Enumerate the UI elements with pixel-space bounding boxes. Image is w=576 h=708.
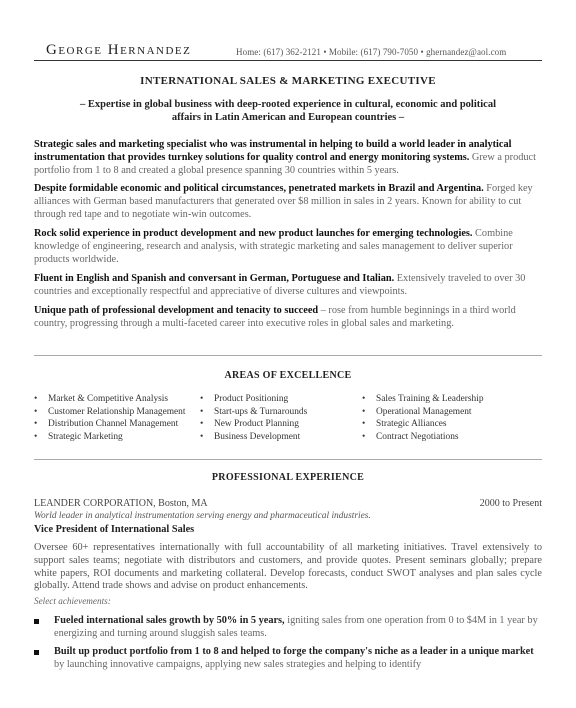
summary-2-bold: Despite formidable economic and political circumstances, penetrated markets in Brazil and Argentina. <box>34 183 484 194</box>
company-name: LEANDER CORPORATION, Boston, MA <box>34 498 208 509</box>
area-item: • Distribution Channel Management <box>34 418 185 431</box>
summary-paragraph-4 <box>34 273 542 299</box>
areas-column-2 <box>200 393 307 443</box>
tagline-line-2: affairs in Latin American and European countries – <box>171 112 405 123</box>
area-item: • Contract Negotiations <box>362 431 484 444</box>
areas-heading: AREAS OF EXCELLENCE <box>224 370 352 381</box>
achievements-label: Select achievements: <box>34 596 111 606</box>
resume-header <box>46 42 556 62</box>
summary-paragraph-1 <box>34 139 542 177</box>
achievement-1-text: igniting sales from one operation from 0 to $4M in 1 year by energizing and turning around sluggish sales teams. <box>54 615 538 639</box>
square-bullet-icon <box>34 650 39 655</box>
employment-dates: 2000 to Present <box>479 498 542 509</box>
summary-4-text: Extensively traveled to over 30 countries and exceptionally respectful and appreciative of diverse cultures and viewpoints. <box>34 273 526 297</box>
summary-4-bold: Fluent in English and Spanish and conversant in German, Portuguese and Italian. <box>34 273 395 284</box>
achievement-1-bold: Fueled international sales growth by 50% in 5 years, <box>54 615 285 626</box>
summary-2-text: Forged key alliances with German based manufacturers that generated over $8 million in sales in 2 years. Known for ability to cut through red tape and to negotiate win-win outcomes. <box>34 183 533 220</box>
area-item: • Start-ups & Turnarounds <box>200 406 307 419</box>
area-item: • New Product Planning <box>200 418 307 431</box>
area-item: • Product Positioning <box>200 393 307 406</box>
achievement-text <box>54 646 542 672</box>
area-item: • Sales Training & Leadership <box>362 393 484 406</box>
achievement-2-text: by launching innovative campaigns, applying new sales strategies and helping to identify <box>54 658 422 670</box>
section-divider <box>34 355 542 356</box>
job-title: Vice President of International Sales <box>34 524 195 535</box>
summary-1-bold: Strategic sales and marketing specialist who was instrumental in helping to build a world leader in analytical instrumentation that provides turnkey solutions for quality control and energy monitoring systems. <box>34 139 512 163</box>
achievement-2-bold: Built up product portfolio from 1 to 8 and helped to forge the company's niche as a leader in a unique market <box>54 646 534 657</box>
summary-paragraph-2 <box>34 183 542 221</box>
area-item: • Business Development <box>200 431 307 444</box>
role-description: Oversee 60+ representatives internationally with full accountability of all marketing initiatives. Travel extensively to support sales teams; negotiate with distributors and customers, and provide quotes. Present seminars globally; prepare white papers, ROI documents and marketing collateral. Develop forecasts, conduct SWOT analyses and plan sales cycle globally. Attend trade shows and advise on product enhancements. <box>34 542 542 592</box>
areas-column-1 <box>34 393 185 443</box>
summary-5-bold: Unique path of professional development and tenacity to succeed <box>34 305 319 316</box>
area-item: • Market & Competitive Analysis <box>34 393 185 406</box>
tagline <box>30 98 546 124</box>
company-description: World leader in analytical instrumentation serving energy and pharmaceutical industries. <box>34 511 371 521</box>
area-item: • Strategic Alliances <box>362 418 484 431</box>
contact-info: Home: (617) 362-2121 • Mobile: (617) 790-7050 • ghernandez@aol.com <box>236 47 507 57</box>
tagline-line-1: – Expertise in global business with deep-rooted experience in cultural, economic and political <box>79 99 496 110</box>
area-item: • Strategic Marketing <box>34 431 185 444</box>
square-bullet-icon <box>34 619 39 624</box>
summary-paragraph-3 <box>34 228 542 266</box>
resume-title: INTERNATIONAL SALES & MARKETING EXECUTIVE <box>140 75 436 87</box>
achievement-text <box>54 615 542 641</box>
area-item: • Customer Relationship Management <box>34 406 185 419</box>
candidate-name: George Hernandez <box>46 42 192 58</box>
summary-3-bold: Rock solid experience in product development and new product launches for emerging technologies. <box>34 228 473 239</box>
area-item: • Operational Management <box>362 406 484 419</box>
summary-paragraph-5 <box>34 305 542 331</box>
section-divider <box>34 459 542 460</box>
areas-column-3 <box>362 393 484 443</box>
summary-5-text: – rose from humble beginnings in a third world country, progressing through a multi-faceted career into executive roles in global sales and marketing. <box>34 305 516 329</box>
summary-1-text: Grew a product portfolio from 1 to 8 and created a global presence spanning 30 countries within 5 years. <box>34 151 536 176</box>
summary-3-text: Combine knowledge of engineering, research and analysis, with strategic marketing and sales management to deliver superior products worldwide. <box>34 228 513 265</box>
experience-heading: PROFESSIONAL EXPERIENCE <box>211 472 365 483</box>
header-divider <box>34 60 542 61</box>
